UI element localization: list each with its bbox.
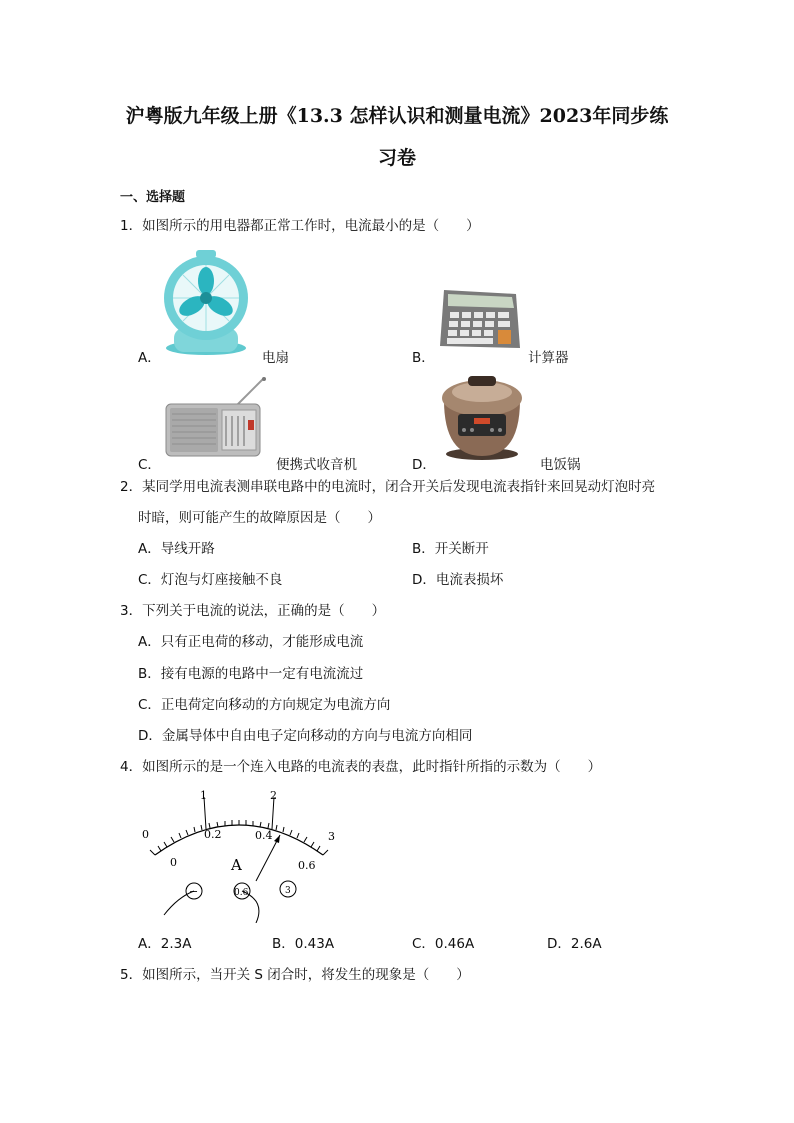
terminal-0-6: 0.6 — [234, 888, 249, 898]
q1-option-c: C． — [138, 457, 161, 473]
title-line-1: 沪粤版九年级上册《13.3 怎样认识和测量电流》2023年同步练 — [125, 105, 669, 127]
q4-option-c: C．0.46A — [412, 936, 475, 952]
inner-scale-0-2: 0.2 — [204, 828, 222, 841]
q1-option-a: A． — [138, 350, 161, 366]
q3-option-c: C．正电荷定向移动的方向规定为电流方向 — [138, 697, 391, 713]
q2-stem-line-1: 2．某同学用电流表测串联电路中的电流时，闭合开关后发现电流表指针来回晃动灯泡时亮 — [120, 479, 656, 495]
title-line-2: 习卷 — [377, 147, 416, 169]
inner-scale-0-6: 0.6 — [298, 859, 316, 872]
q2-option-b: B．开关断开 — [412, 541, 489, 557]
q5-stem: 5．如图所示，当开关 S 闭合时，将发生的现象是（ ） — [120, 967, 470, 983]
q1-option-a-name: 电扇 — [262, 350, 289, 366]
q3-option-d: D．金属导体中自由电子定向移动的方向与电流方向相同 — [138, 728, 473, 744]
outer-scale-0: 0 — [142, 828, 149, 841]
section-heading: 一、选择题 — [120, 190, 186, 205]
terminal-3: 3 — [285, 886, 291, 896]
calculator-image — [438, 286, 522, 354]
q1-option-d-name: 电饭锅 — [540, 457, 581, 473]
q3-stem: 3．下列关于电流的说法，正确的是（ ） — [120, 603, 386, 619]
inner-scale-0-4: 0.4 — [255, 829, 273, 842]
q1-option-c-name: 便携式收音机 — [276, 457, 357, 473]
ammeter-unit-label: A — [231, 856, 242, 874]
outer-scale-2: 2 — [270, 789, 277, 802]
q1-option-b: B． — [412, 350, 435, 366]
rice-cooker-image — [438, 370, 526, 462]
q2-option-c: C．灯泡与灯座接触不良 — [138, 572, 283, 588]
q4-stem: 4．如图所示的是一个连入电路的电流表的表盘，此时指针所指的示数为（ ） — [120, 759, 602, 775]
q1-option-b-name: 计算器 — [528, 350, 569, 366]
q1-option-d: D． — [412, 457, 436, 473]
portable-radio-image — [164, 376, 270, 460]
q4-option-a: A．2.3A — [138, 936, 192, 952]
inner-scale-0: 0 — [170, 856, 177, 869]
q1-stem: 1．如图所示的用电器都正常工作时，电流最小的是（ ） — [120, 218, 480, 234]
q4-option-b: B．0.43A — [272, 936, 335, 952]
q4-option-d: D．2.6A — [547, 936, 602, 952]
outer-scale-3: 3 — [328, 830, 335, 843]
q3-option-a: A．只有正电荷的移动，才能形成电流 — [138, 634, 364, 650]
ammeter-dial — [134, 785, 344, 923]
q2-option-d: D．电流表损坏 — [412, 572, 504, 588]
q3-option-b: B．接有电源的电路中一定有电流流过 — [138, 666, 364, 682]
q2-option-a: A．导线开路 — [138, 541, 215, 557]
q2-stem-line-2: 时暗，则可能产生的故障原因是（ ） — [138, 510, 381, 526]
outer-scale-1: 1 — [200, 789, 207, 802]
negative-terminal: − — [189, 885, 199, 898]
electric-fan-image — [160, 248, 252, 358]
